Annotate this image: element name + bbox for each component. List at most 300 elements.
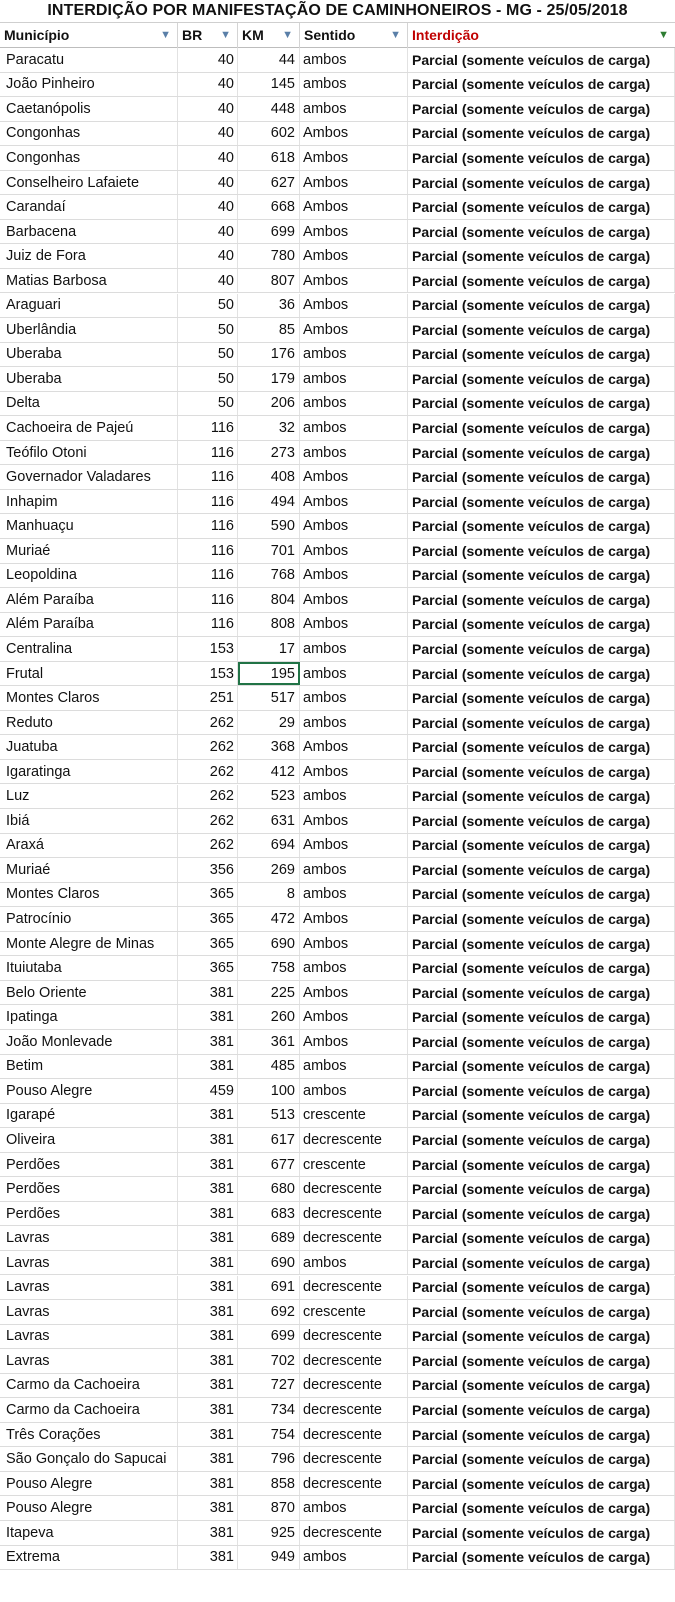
cell-br[interactable]: 40 xyxy=(178,269,238,293)
cell-sentido[interactable]: ambos xyxy=(300,883,408,907)
cell-br[interactable]: 381 xyxy=(178,1423,238,1447)
cell-interdicao[interactable]: Parcial (somente veículos de carga) xyxy=(408,269,675,293)
cell-km[interactable]: 408 xyxy=(238,465,300,489)
table-row[interactable] xyxy=(0,1128,675,1153)
cell-interdicao[interactable]: Parcial (somente veículos de carga) xyxy=(408,1349,675,1373)
cell-km[interactable]: 694 xyxy=(238,834,300,858)
cell-sentido[interactable]: decrescente xyxy=(300,1177,408,1201)
cell-sentido[interactable]: ambos xyxy=(300,367,408,391)
cell-interdicao[interactable]: Parcial (somente veículos de carga) xyxy=(408,785,675,809)
cell-br[interactable]: 116 xyxy=(178,539,238,563)
cell-sentido[interactable]: ambos xyxy=(300,711,408,735)
cell-sentido[interactable]: Ambos xyxy=(300,195,408,219)
filter-icon[interactable]: ▼ xyxy=(282,29,293,41)
cell-municipio[interactable]: João Pinheiro xyxy=(0,73,178,97)
cell-interdicao[interactable]: Parcial (somente veículos de carga) xyxy=(408,1251,675,1275)
cell-interdicao[interactable]: Parcial (somente veículos de carga) xyxy=(408,490,675,514)
cell-municipio[interactable]: Montes Claros xyxy=(0,883,178,907)
table-row[interactable] xyxy=(0,318,675,343)
table-row[interactable] xyxy=(0,195,675,220)
cell-sentido[interactable]: crescente xyxy=(300,1153,408,1177)
cell-br[interactable]: 262 xyxy=(178,735,238,759)
table-row[interactable] xyxy=(0,122,675,147)
cell-municipio[interactable]: Carmo da Cachoeira xyxy=(0,1398,178,1422)
cell-br[interactable]: 381 xyxy=(178,1226,238,1250)
table-row[interactable] xyxy=(0,514,675,539)
table-row[interactable] xyxy=(0,883,675,908)
cell-br[interactable]: 50 xyxy=(178,392,238,416)
cell-municipio[interactable]: Uberaba xyxy=(0,343,178,367)
cell-municipio[interactable]: Montes Claros xyxy=(0,686,178,710)
cell-municipio[interactable]: Cachoeira de Pajeú xyxy=(0,416,178,440)
cell-sentido[interactable]: decrescente xyxy=(300,1128,408,1152)
cell-sentido[interactable]: Ambos xyxy=(300,834,408,858)
cell-br[interactable]: 40 xyxy=(178,220,238,244)
cell-br[interactable]: 381 xyxy=(178,1349,238,1373)
cell-br[interactable]: 40 xyxy=(178,73,238,97)
cell-km[interactable]: 631 xyxy=(238,809,300,833)
cell-interdicao[interactable]: Parcial (somente veículos de carga) xyxy=(408,686,675,710)
cell-sentido[interactable]: ambos xyxy=(300,1496,408,1520)
cell-interdicao[interactable]: Parcial (somente veículos de carga) xyxy=(408,1472,675,1496)
cell-sentido[interactable]: decrescente xyxy=(300,1374,408,1398)
table-row[interactable] xyxy=(0,294,675,319)
cell-km[interactable]: 692 xyxy=(238,1300,300,1324)
cell-sentido[interactable]: decrescente xyxy=(300,1325,408,1349)
cell-br[interactable]: 381 xyxy=(178,1546,238,1570)
cell-km[interactable]: 590 xyxy=(238,514,300,538)
cell-sentido[interactable]: Ambos xyxy=(300,490,408,514)
cell-km[interactable]: 858 xyxy=(238,1472,300,1496)
filter-icon[interactable]: ▼ xyxy=(160,29,171,41)
cell-km[interactable]: 668 xyxy=(238,195,300,219)
table-row[interactable] xyxy=(0,392,675,417)
cell-interdicao[interactable]: Parcial (somente veículos de carga) xyxy=(408,171,675,195)
cell-br[interactable]: 381 xyxy=(178,1374,238,1398)
cell-km[interactable]: 734 xyxy=(238,1398,300,1422)
cell-km[interactable]: 627 xyxy=(238,171,300,195)
cell-br[interactable]: 40 xyxy=(178,171,238,195)
table-row[interactable] xyxy=(0,1226,675,1251)
cell-br[interactable]: 381 xyxy=(178,1447,238,1471)
cell-br[interactable]: 381 xyxy=(178,1030,238,1054)
table-row[interactable] xyxy=(0,441,675,466)
cell-interdicao[interactable]: Parcial (somente veículos de carga) xyxy=(408,1374,675,1398)
cell-km[interactable]: 702 xyxy=(238,1349,300,1373)
table-row[interactable] xyxy=(0,1079,675,1104)
cell-interdicao[interactable]: Parcial (somente veículos de carga) xyxy=(408,1005,675,1029)
cell-sentido[interactable]: ambos xyxy=(300,1079,408,1103)
cell-municipio[interactable]: Delta xyxy=(0,392,178,416)
table-row[interactable] xyxy=(0,367,675,392)
cell-br[interactable]: 381 xyxy=(178,1104,238,1128)
cell-br[interactable]: 40 xyxy=(178,122,238,146)
cell-municipio[interactable]: Igaratinga xyxy=(0,760,178,784)
cell-municipio[interactable]: Muriaé xyxy=(0,539,178,563)
cell-sentido[interactable]: ambos xyxy=(300,637,408,661)
cell-km[interactable]: 44 xyxy=(238,48,300,72)
header-sentido[interactable] xyxy=(300,23,408,48)
cell-sentido[interactable]: decrescente xyxy=(300,1349,408,1373)
cell-br[interactable]: 50 xyxy=(178,367,238,391)
cell-municipio[interactable]: Belo Oriente xyxy=(0,981,178,1005)
cell-km[interactable]: 689 xyxy=(238,1226,300,1250)
table-row[interactable] xyxy=(0,97,675,122)
cell-sentido[interactable]: ambos xyxy=(300,97,408,121)
cell-interdicao[interactable]: Parcial (somente veículos de carga) xyxy=(408,441,675,465)
table-row[interactable] xyxy=(0,588,675,613)
cell-km[interactable]: 100 xyxy=(238,1079,300,1103)
table-row[interactable] xyxy=(0,1104,675,1129)
table-row[interactable] xyxy=(0,956,675,981)
cell-municipio[interactable]: Lavras xyxy=(0,1325,178,1349)
table-row[interactable] xyxy=(0,858,675,883)
cell-municipio[interactable]: Oliveira xyxy=(0,1128,178,1152)
cell-interdicao[interactable]: Parcial (somente veículos de carga) xyxy=(408,760,675,784)
cell-municipio[interactable]: Lavras xyxy=(0,1226,178,1250)
cell-interdicao[interactable]: Parcial (somente veículos de carga) xyxy=(408,73,675,97)
cell-sentido[interactable]: ambos xyxy=(300,1546,408,1570)
table-row[interactable] xyxy=(0,146,675,171)
cell-km[interactable]: 690 xyxy=(238,1251,300,1275)
cell-br[interactable]: 116 xyxy=(178,416,238,440)
cell-interdicao[interactable]: Parcial (somente veículos de carga) xyxy=(408,122,675,146)
cell-km[interactable]: 804 xyxy=(238,588,300,612)
cell-interdicao[interactable]: Parcial (somente veículos de carga) xyxy=(408,146,675,170)
cell-km[interactable]: 368 xyxy=(238,735,300,759)
cell-sentido[interactable]: Ambos xyxy=(300,539,408,563)
cell-municipio[interactable]: Além Paraíba xyxy=(0,588,178,612)
cell-sentido[interactable]: ambos xyxy=(300,441,408,465)
cell-br[interactable]: 40 xyxy=(178,97,238,121)
cell-km[interactable]: 691 xyxy=(238,1276,300,1300)
table-row[interactable] xyxy=(0,465,675,490)
cell-sentido[interactable]: crescente xyxy=(300,1300,408,1324)
table-row[interactable] xyxy=(0,932,675,957)
cell-interdicao[interactable]: Parcial (somente veículos de carga) xyxy=(408,1202,675,1226)
cell-sentido[interactable]: Ambos xyxy=(300,613,408,637)
cell-interdicao[interactable]: Parcial (somente veículos de carga) xyxy=(408,1153,675,1177)
cell-municipio[interactable]: Juatuba xyxy=(0,735,178,759)
table-row[interactable] xyxy=(0,1447,675,1472)
cell-km[interactable]: 677 xyxy=(238,1153,300,1177)
cell-municipio[interactable]: Araguari xyxy=(0,294,178,318)
cell-interdicao[interactable]: Parcial (somente veículos de carga) xyxy=(408,220,675,244)
cell-sentido[interactable]: ambos xyxy=(300,73,408,97)
cell-municipio[interactable]: Uberlândia xyxy=(0,318,178,342)
table-row[interactable] xyxy=(0,490,675,515)
cell-km[interactable]: 808 xyxy=(238,613,300,637)
cell-interdicao[interactable]: Parcial (somente veículos de carga) xyxy=(408,932,675,956)
cell-sentido[interactable]: ambos xyxy=(300,1251,408,1275)
cell-interdicao[interactable]: Parcial (somente veículos de carga) xyxy=(408,1423,675,1447)
cell-municipio[interactable]: Reduto xyxy=(0,711,178,735)
cell-km[interactable]: 195 xyxy=(238,662,300,686)
cell-municipio[interactable]: Ituiutaba xyxy=(0,956,178,980)
cell-interdicao[interactable]: Parcial (somente veículos de carga) xyxy=(408,539,675,563)
cell-sentido[interactable]: decrescente xyxy=(300,1276,408,1300)
cell-sentido[interactable]: ambos xyxy=(300,956,408,980)
cell-sentido[interactable]: Ambos xyxy=(300,244,408,268)
cell-km[interactable]: 699 xyxy=(238,220,300,244)
cell-br[interactable]: 381 xyxy=(178,1153,238,1177)
cell-municipio[interactable]: Lavras xyxy=(0,1349,178,1373)
cell-km[interactable]: 206 xyxy=(238,392,300,416)
cell-municipio[interactable]: Paracatu xyxy=(0,48,178,72)
cell-interdicao[interactable]: Parcial (somente veículos de carga) xyxy=(408,1104,675,1128)
table-row[interactable] xyxy=(0,1005,675,1030)
cell-sentido[interactable]: Ambos xyxy=(300,122,408,146)
cell-br[interactable]: 116 xyxy=(178,588,238,612)
cell-interdicao[interactable]: Parcial (somente veículos de carga) xyxy=(408,981,675,1005)
table-row[interactable] xyxy=(0,269,675,294)
cell-municipio[interactable]: Muriaé xyxy=(0,858,178,882)
table-row[interactable] xyxy=(0,220,675,245)
filter-icon[interactable]: ▼ xyxy=(390,29,401,41)
table-row[interactable] xyxy=(0,539,675,564)
cell-interdicao[interactable]: Parcial (somente veículos de carga) xyxy=(408,1276,675,1300)
cell-interdicao[interactable]: Parcial (somente veículos de carga) xyxy=(408,465,675,489)
cell-sentido[interactable]: Ambos xyxy=(300,907,408,931)
cell-sentido[interactable]: decrescente xyxy=(300,1447,408,1471)
cell-municipio[interactable]: Manhuaçu xyxy=(0,514,178,538)
cell-sentido[interactable]: Ambos xyxy=(300,220,408,244)
cell-municipio[interactable]: Perdões xyxy=(0,1177,178,1201)
cell-km[interactable]: 361 xyxy=(238,1030,300,1054)
cell-br[interactable]: 40 xyxy=(178,146,238,170)
cell-interdicao[interactable]: Parcial (somente veículos de carga) xyxy=(408,1496,675,1520)
cell-municipio[interactable]: Carmo da Cachoeira xyxy=(0,1374,178,1398)
cell-sentido[interactable]: ambos xyxy=(300,662,408,686)
cell-municipio[interactable]: Centralina xyxy=(0,637,178,661)
cell-interdicao[interactable]: Parcial (somente veículos de carga) xyxy=(408,1546,675,1570)
cell-municipio[interactable]: Teófilo Otoni xyxy=(0,441,178,465)
cell-municipio[interactable]: Monte Alegre de Minas xyxy=(0,932,178,956)
cell-municipio[interactable]: Carandaí xyxy=(0,195,178,219)
filter-icon[interactable]: ▼ xyxy=(220,29,231,41)
cell-interdicao[interactable]: Parcial (somente veículos de carga) xyxy=(408,834,675,858)
cell-municipio[interactable]: Uberaba xyxy=(0,367,178,391)
table-row[interactable] xyxy=(0,1202,675,1227)
cell-km[interactable]: 796 xyxy=(238,1447,300,1471)
cell-interdicao[interactable]: Parcial (somente veículos de carga) xyxy=(408,809,675,833)
cell-municipio[interactable]: Lavras xyxy=(0,1276,178,1300)
cell-br[interactable]: 381 xyxy=(178,1251,238,1275)
cell-br[interactable]: 381 xyxy=(178,1472,238,1496)
cell-sentido[interactable]: ambos xyxy=(300,785,408,809)
cell-br[interactable]: 116 xyxy=(178,613,238,637)
cell-interdicao[interactable]: Parcial (somente veículos de carga) xyxy=(408,195,675,219)
cell-municipio[interactable]: Patrocínio xyxy=(0,907,178,931)
table-row[interactable] xyxy=(0,834,675,859)
cell-interdicao[interactable]: Parcial (somente veículos de carga) xyxy=(408,1055,675,1079)
cell-interdicao[interactable]: Parcial (somente veículos de carga) xyxy=(408,416,675,440)
cell-municipio[interactable]: João Monlevade xyxy=(0,1030,178,1054)
cell-sentido[interactable]: Ambos xyxy=(300,1005,408,1029)
cell-sentido[interactable]: ambos xyxy=(300,1055,408,1079)
cell-km[interactable]: 36 xyxy=(238,294,300,318)
cell-km[interactable]: 523 xyxy=(238,785,300,809)
table-row[interactable] xyxy=(0,637,675,662)
cell-municipio[interactable]: Luz xyxy=(0,785,178,809)
cell-interdicao[interactable]: Parcial (somente veículos de carga) xyxy=(408,97,675,121)
header-interdicao[interactable] xyxy=(408,23,675,48)
cell-br[interactable]: 116 xyxy=(178,441,238,465)
cell-sentido[interactable]: ambos xyxy=(300,343,408,367)
cell-sentido[interactable]: Ambos xyxy=(300,1030,408,1054)
cell-br[interactable]: 381 xyxy=(178,1325,238,1349)
cell-interdicao[interactable]: Parcial (somente veículos de carga) xyxy=(408,318,675,342)
cell-interdicao[interactable]: Parcial (somente veículos de carga) xyxy=(408,1030,675,1054)
cell-km[interactable]: 727 xyxy=(238,1374,300,1398)
filter-active-icon[interactable]: ▼ xyxy=(658,29,669,41)
cell-km[interactable]: 683 xyxy=(238,1202,300,1226)
header-km[interactable] xyxy=(238,23,300,48)
cell-municipio[interactable]: Lavras xyxy=(0,1300,178,1324)
table-row[interactable] xyxy=(0,662,675,687)
table-row[interactable] xyxy=(0,1276,675,1301)
table-row[interactable] xyxy=(0,1398,675,1423)
cell-br[interactable]: 365 xyxy=(178,883,238,907)
table-row[interactable] xyxy=(0,244,675,269)
cell-br[interactable]: 381 xyxy=(178,1202,238,1226)
cell-br[interactable]: 365 xyxy=(178,956,238,980)
cell-municipio[interactable]: Pouso Alegre xyxy=(0,1496,178,1520)
table-row[interactable] xyxy=(0,613,675,638)
cell-interdicao[interactable]: Parcial (somente veículos de carga) xyxy=(408,858,675,882)
cell-sentido[interactable]: Ambos xyxy=(300,318,408,342)
cell-sentido[interactable]: Ambos xyxy=(300,564,408,588)
cell-interdicao[interactable]: Parcial (somente veículos de carga) xyxy=(408,48,675,72)
cell-municipio[interactable]: Betim xyxy=(0,1055,178,1079)
cell-br[interactable]: 50 xyxy=(178,318,238,342)
cell-municipio[interactable]: Lavras xyxy=(0,1251,178,1275)
cell-km[interactable]: 8 xyxy=(238,883,300,907)
table-row[interactable] xyxy=(0,1496,675,1521)
cell-br[interactable]: 381 xyxy=(178,1128,238,1152)
table-row[interactable] xyxy=(0,343,675,368)
cell-br[interactable]: 356 xyxy=(178,858,238,882)
cell-interdicao[interactable]: Parcial (somente veículos de carga) xyxy=(408,637,675,661)
cell-km[interactable]: 513 xyxy=(238,1104,300,1128)
cell-km[interactable]: 949 xyxy=(238,1546,300,1570)
header-municipio[interactable] xyxy=(0,23,178,48)
cell-sentido[interactable]: Ambos xyxy=(300,809,408,833)
cell-sentido[interactable]: Ambos xyxy=(300,146,408,170)
cell-interdicao[interactable]: Parcial (somente veículos de carga) xyxy=(408,1177,675,1201)
cell-br[interactable]: 50 xyxy=(178,343,238,367)
cell-municipio[interactable]: Ibiá xyxy=(0,809,178,833)
table-row[interactable] xyxy=(0,416,675,441)
table-row[interactable] xyxy=(0,809,675,834)
cell-interdicao[interactable]: Parcial (somente veículos de carga) xyxy=(408,711,675,735)
cell-km[interactable]: 690 xyxy=(238,932,300,956)
cell-sentido[interactable]: Ambos xyxy=(300,171,408,195)
cell-km[interactable]: 617 xyxy=(238,1128,300,1152)
cell-interdicao[interactable]: Parcial (somente veículos de carga) xyxy=(408,1521,675,1545)
cell-br[interactable]: 381 xyxy=(178,1398,238,1422)
cell-interdicao[interactable]: Parcial (somente veículos de carga) xyxy=(408,1128,675,1152)
cell-br[interactable]: 40 xyxy=(178,48,238,72)
cell-br[interactable]: 50 xyxy=(178,294,238,318)
cell-municipio[interactable]: Araxá xyxy=(0,834,178,858)
cell-municipio[interactable]: Matias Barbosa xyxy=(0,269,178,293)
cell-interdicao[interactable]: Parcial (somente veículos de carga) xyxy=(408,367,675,391)
cell-sentido[interactable]: Ambos xyxy=(300,760,408,784)
cell-sentido[interactable]: Ambos xyxy=(300,465,408,489)
cell-km[interactable]: 754 xyxy=(238,1423,300,1447)
cell-br[interactable]: 262 xyxy=(178,711,238,735)
cell-br[interactable]: 381 xyxy=(178,981,238,1005)
cell-interdicao[interactable]: Parcial (somente veículos de carga) xyxy=(408,343,675,367)
cell-interdicao[interactable]: Parcial (somente veículos de carga) xyxy=(408,735,675,759)
cell-municipio[interactable]: Juiz de Fora xyxy=(0,244,178,268)
cell-municipio[interactable]: Perdões xyxy=(0,1202,178,1226)
cell-br[interactable]: 40 xyxy=(178,244,238,268)
table-row[interactable] xyxy=(0,48,675,73)
cell-km[interactable]: 17 xyxy=(238,637,300,661)
cell-municipio[interactable]: Pouso Alegre xyxy=(0,1472,178,1496)
cell-interdicao[interactable]: Parcial (somente veículos de carga) xyxy=(408,883,675,907)
table-row[interactable] xyxy=(0,1546,675,1571)
cell-municipio[interactable]: Inhapim xyxy=(0,490,178,514)
cell-km[interactable]: 494 xyxy=(238,490,300,514)
cell-interdicao[interactable]: Parcial (somente veículos de carga) xyxy=(408,244,675,268)
cell-interdicao[interactable]: Parcial (somente veículos de carga) xyxy=(408,392,675,416)
table-row[interactable] xyxy=(0,1423,675,1448)
cell-sentido[interactable]: decrescente xyxy=(300,1226,408,1250)
table-row[interactable] xyxy=(0,1349,675,1374)
cell-municipio[interactable]: Barbacena xyxy=(0,220,178,244)
table-row[interactable] xyxy=(0,760,675,785)
cell-km[interactable]: 699 xyxy=(238,1325,300,1349)
cell-municipio[interactable]: Três Corações xyxy=(0,1423,178,1447)
cell-km[interactable]: 145 xyxy=(238,73,300,97)
cell-sentido[interactable]: Ambos xyxy=(300,588,408,612)
table-row[interactable] xyxy=(0,1251,675,1276)
cell-sentido[interactable]: Ambos xyxy=(300,514,408,538)
cell-interdicao[interactable]: Parcial (somente veículos de carga) xyxy=(408,613,675,637)
cell-br[interactable]: 116 xyxy=(178,564,238,588)
table-row[interactable] xyxy=(0,171,675,196)
cell-interdicao[interactable]: Parcial (somente veículos de carga) xyxy=(408,662,675,686)
table-row[interactable] xyxy=(0,1030,675,1055)
cell-br[interactable]: 381 xyxy=(178,1276,238,1300)
cell-sentido[interactable]: crescente xyxy=(300,1104,408,1128)
cell-br[interactable]: 365 xyxy=(178,907,238,931)
cell-km[interactable]: 448 xyxy=(238,97,300,121)
cell-br[interactable]: 381 xyxy=(178,1300,238,1324)
cell-municipio[interactable]: Itapeva xyxy=(0,1521,178,1545)
cell-sentido[interactable]: Ambos xyxy=(300,735,408,759)
cell-municipio[interactable]: Ipatinga xyxy=(0,1005,178,1029)
table-row[interactable] xyxy=(0,564,675,589)
cell-br[interactable]: 116 xyxy=(178,490,238,514)
cell-br[interactable]: 153 xyxy=(178,637,238,661)
cell-km[interactable]: 780 xyxy=(238,244,300,268)
cell-municipio[interactable]: Igarapé xyxy=(0,1104,178,1128)
cell-km[interactable]: 680 xyxy=(238,1177,300,1201)
cell-sentido[interactable]: decrescente xyxy=(300,1423,408,1447)
cell-sentido[interactable]: Ambos xyxy=(300,269,408,293)
cell-sentido[interactable]: ambos xyxy=(300,858,408,882)
table-row[interactable] xyxy=(0,1472,675,1497)
cell-br[interactable]: 262 xyxy=(178,809,238,833)
cell-sentido[interactable]: Ambos xyxy=(300,932,408,956)
cell-br[interactable]: 116 xyxy=(178,514,238,538)
cell-municipio[interactable]: Pouso Alegre xyxy=(0,1079,178,1103)
cell-km[interactable]: 269 xyxy=(238,858,300,882)
